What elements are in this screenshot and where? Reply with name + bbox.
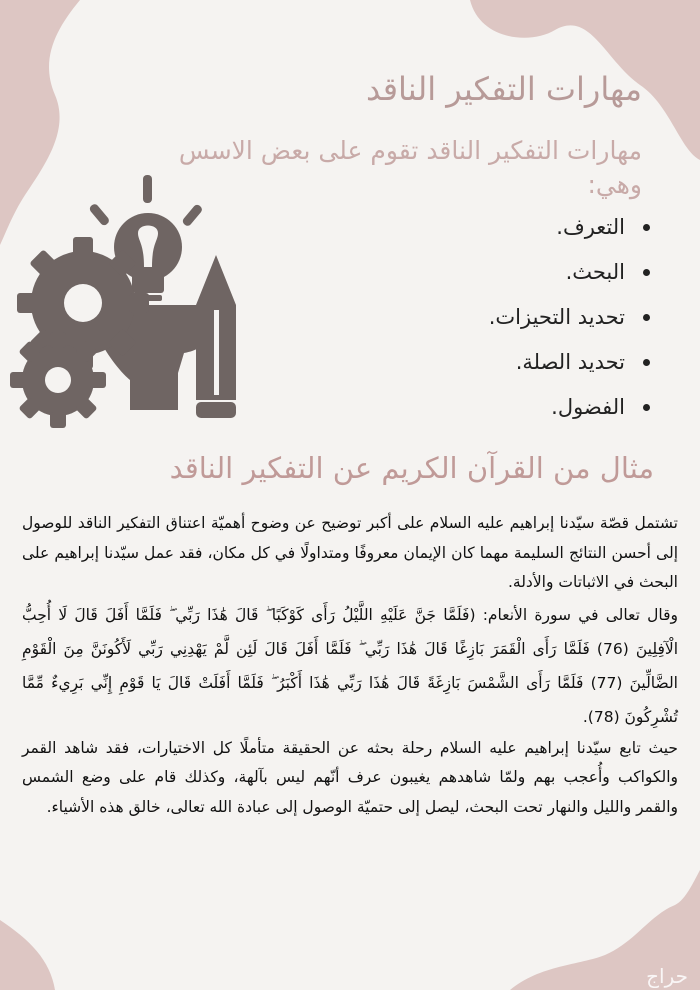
bullet-icon [643,269,650,276]
list-item: التعرف. [330,205,650,250]
list-item: الفضول. [330,385,650,430]
page-title: مهارات التفكير الناقد [365,70,642,108]
bullet-icon [643,359,650,366]
skills-list [330,205,650,430]
paragraph-quran-verse: وقال تعالى في سورة الأنعام: (فَلَمَّا جَنَّ عَلَيْهِ اللَّيْلُ رَأَى كَوْكَبًا ۖ قَالَ هَٰذَا رَبِّي ۖ فَلَمَّا أَفَلَ قَالَ لَا أُحِبُّ الْآفِلِينَ (76) فَلَمَّا رَأَى الْقَمَرَ بَازِغًا قَالَ هَٰذَا رَبِّي ۖ فَلَمَّا أَفَلَ قَالَ لَئِن لَّمْ يَهْدِنِي رَبِّي لَأَكُونَنَّ مِنَ الْقَوْمِ الضَّالِّينَ (77) فَلَمَّا رَأَى الشَّمْسَ بَازِغَةً قَالَ هَٰذَا رَبِّي هَٰذَا أَكْبَرُ ۖ فَلَمَّا أَفَلَتْ قَالَ يَا قَوْمِ إِنِّي بَرِيءٌ مِّمَّا تُشْرِكُونَ (78). [22,605,679,726]
bullet-icon [643,404,650,411]
section-title: مثال من القرآن الكريم عن التفكير الناقد [169,451,654,485]
paragraph-intro: تشتمل قصّة سيّدنا إبراهيم عليه السلام على أكبر توضيح عن وضوح أهميّة اعتناق التفكير الناقد للوصول إلى أحسن النتائج السليمة مهما كان الإيمان معروفًا ومتداولًا في كل مكان، فقد عمل سيّدنا إبراهيم على البحث في الاثباتات والأدلة. [22,514,678,591]
intro-text: مهارات التفكير الناقد تقوم على بعض الاسس وهي: [178,136,642,199]
article-body [22,509,678,822]
list-item: تحديد الصلة. [330,340,650,385]
watermark: حراج [646,964,688,988]
bullet-icon [643,314,650,321]
head-gears-bulb-pencil-icon [8,175,278,439]
list-item: البحث. [330,250,650,295]
bullet-icon [643,224,650,231]
list-item: تحديد التحيزات. [330,295,650,340]
paragraph-conclusion: حيث تابع سيّدنا إبراهيم عليه السلام رحلة بحثه عن الحقيقة متأملًا كل الاختيارات، فقد شاهد القمر والكواكب وأُعجب بهم ولمّا شاهدهم يغيبون عرف أنّهم ليس بآلهة، وكذلك قام على وضع الشمس والقمر والليل والنهار تحت البحث، ليصل إلى حتميّة الوصول إلى عبادة الله تعالى، خالق هذه الأشياء. [22,738,678,816]
